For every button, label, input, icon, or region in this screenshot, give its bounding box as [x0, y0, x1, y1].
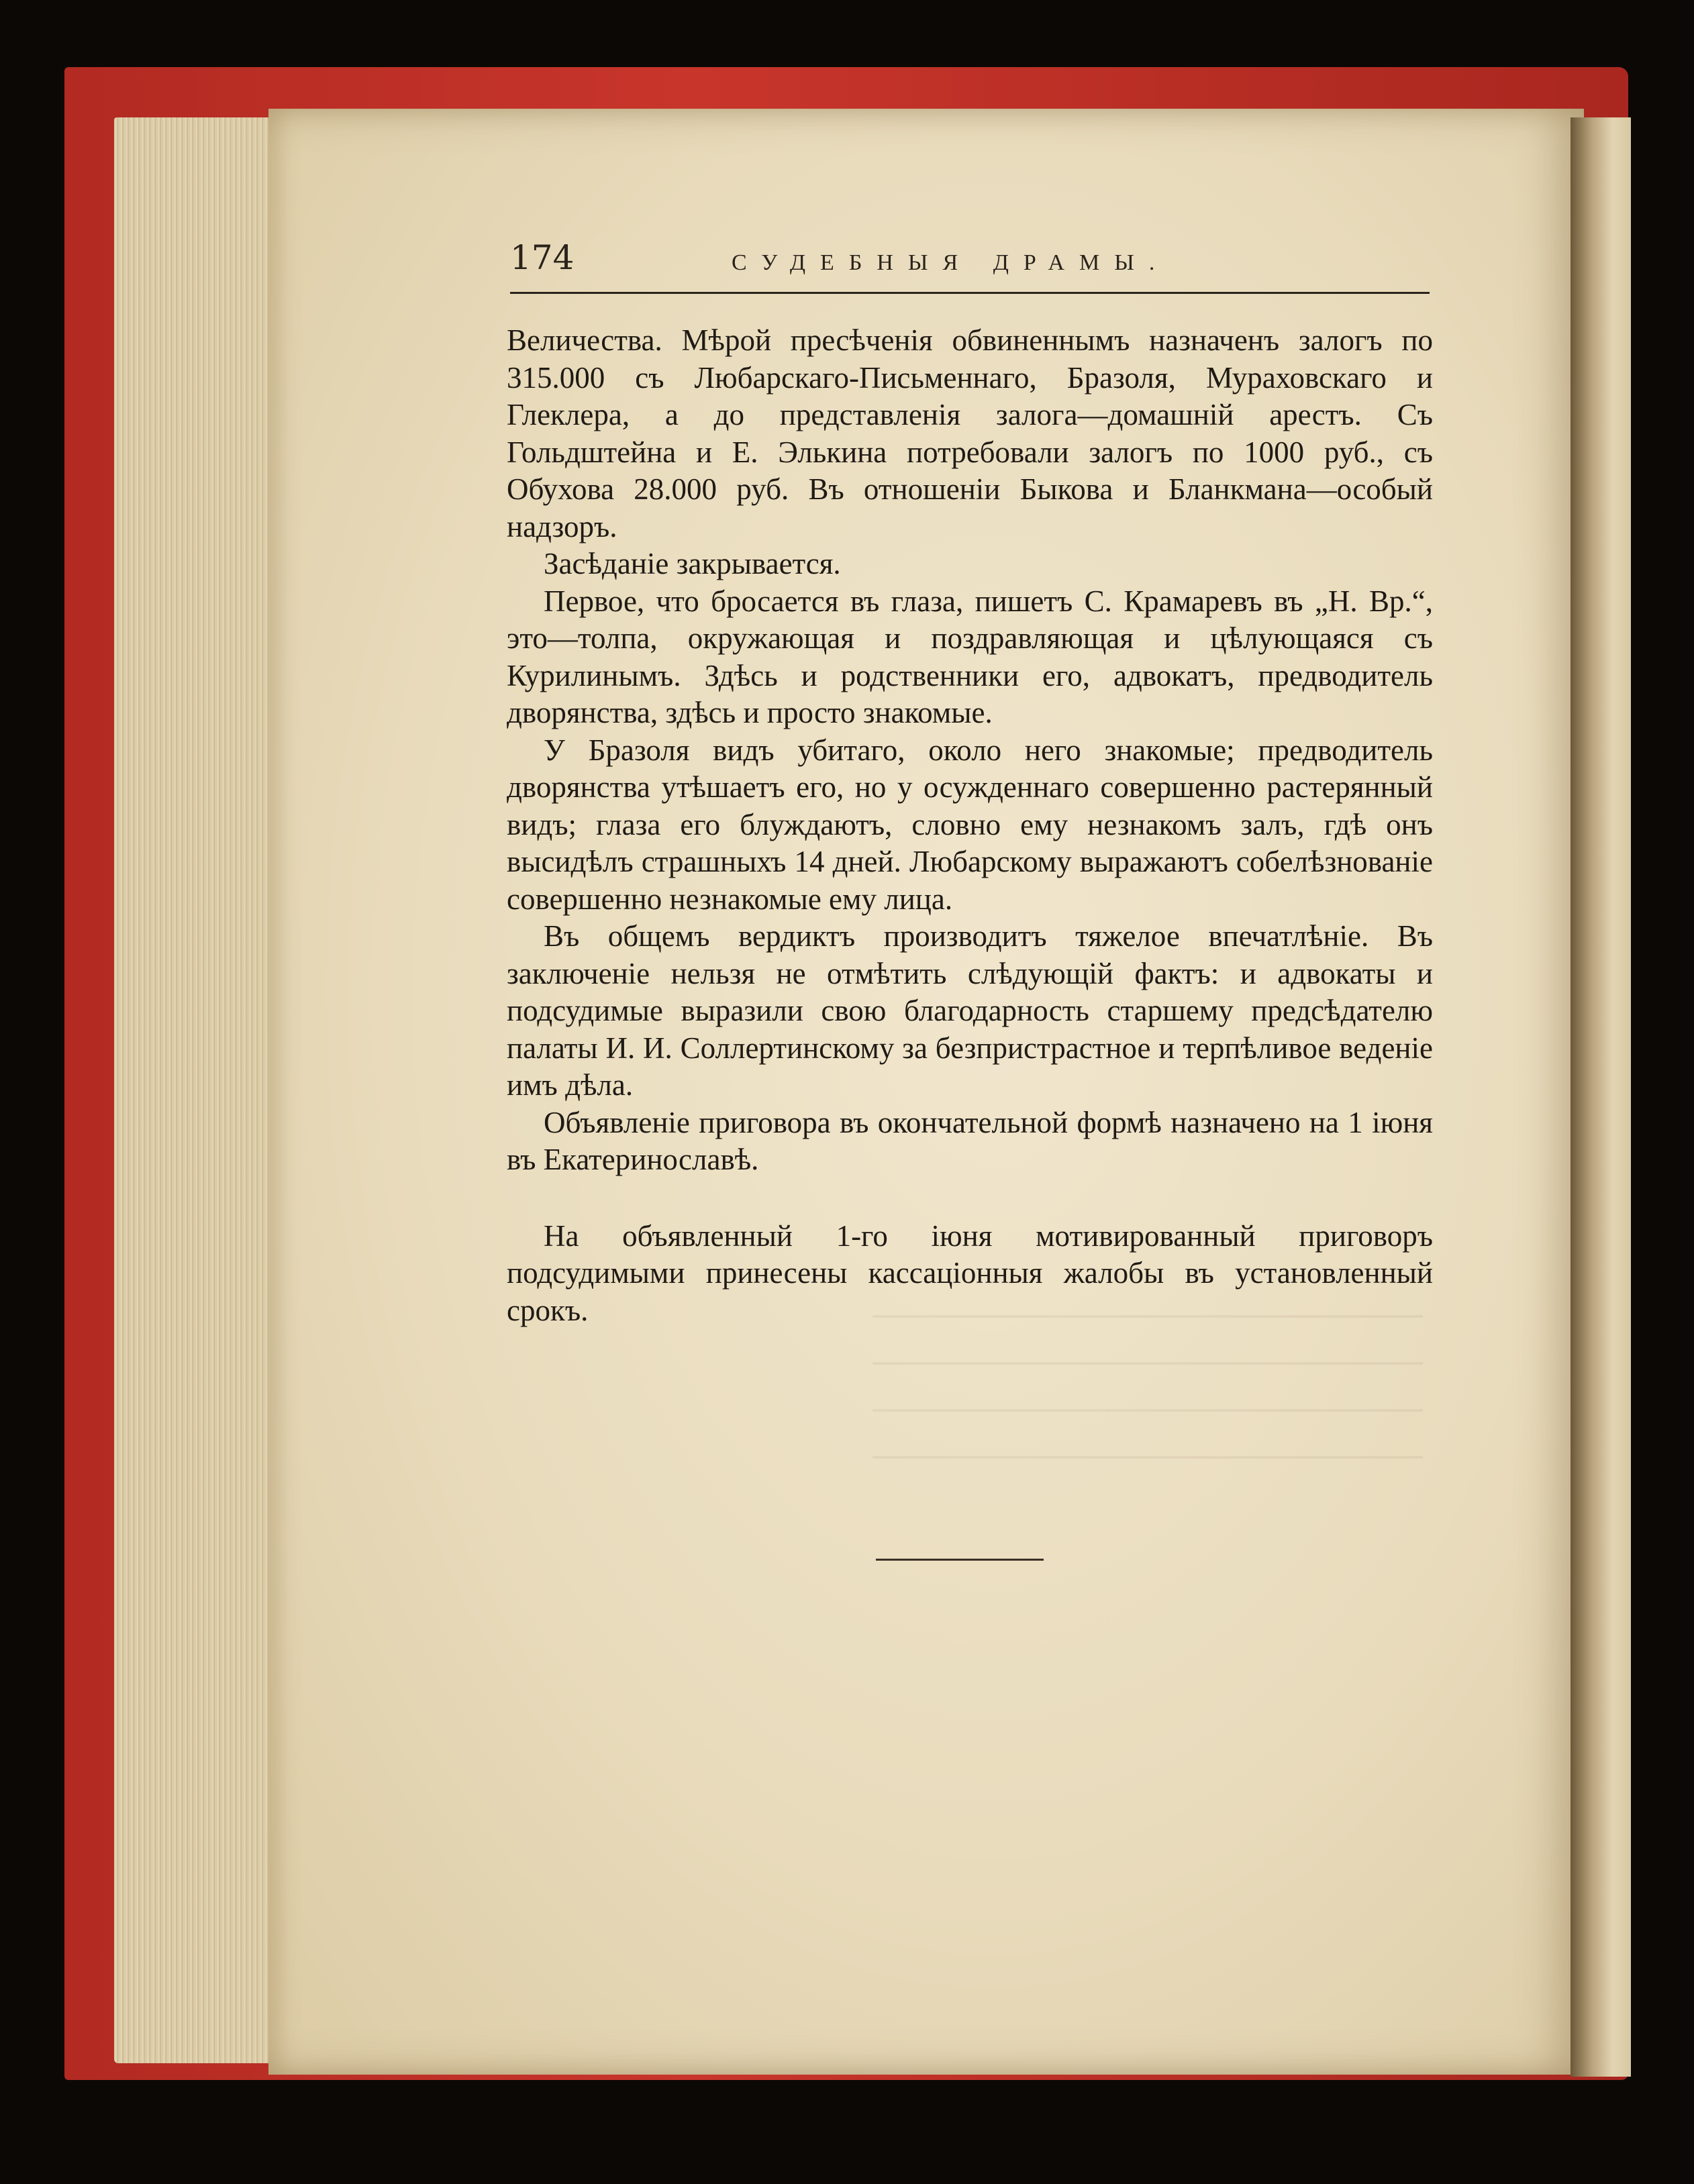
book-gutter: [1571, 117, 1631, 2077]
running-head: СУДЕБНЫЯ ДРАМЫ.: [732, 250, 1170, 275]
bleed-through-line: [873, 1456, 1423, 1459]
paragraph: Величества. Мѣрой пресѣченія обвиненнымъ назначенъ залогъ по 315.000 съ Любарскаго-Письменнаго, Бразоля, Мураховскаго и Глеклера, а до представленія залога—домашній арестъ. Съ Гольдштейна и Е. Элькина потребовали залогъ по 1000 руб., съ Обухова 28.000 руб. Въ отношеніи Быкова и Бланкмана—особый надзоръ.: [507, 323, 1433, 543]
page-edges: [114, 117, 275, 2063]
bleed-through-line: [873, 1362, 1423, 1365]
paragraph: У Бразоля видъ убитаго, около него знакомые; предводитель дворянства утѣшаетъ его, но у осужденнаго совершенно растерянный видъ; глаза его блуждаютъ, словно ему незнакомъ залъ, гдѣ онъ высидѣлъ страшныхъ 14 дней. Любарскому выражаютъ собелѣзнованіе совершенно незнакомые ему лица.: [507, 733, 1433, 916]
paragraph: Объявленіе приговора въ окончательной формѣ назначено на 1 іюня въ Екатеринославѣ.: [507, 1105, 1433, 1176]
body-text: [507, 322, 1433, 1329]
paragraph: Засѣданіе закрывается.: [544, 547, 841, 580]
bleed-through-line: [873, 1409, 1423, 1412]
paragraph: Въ общемъ вердиктъ производитъ тяжелое впечатлѣніе. Въ заключеніе нельзя не отмѣтить слѣдующій фактъ: и адвокаты и подсудимые выразили свою благодарность старшему предсѣдателю палаты И. И. Соллертинскому за безпристрастное и терпѣливое веденіе имъ дѣла.: [507, 919, 1433, 1102]
paragraph: На объявленный 1-го іюня мотивированный приговоръ подсудимыми принесены кассаціонныя жалобы въ установленный срокъ.: [507, 1218, 1433, 1327]
page-number: 174: [510, 238, 575, 277]
page-header: [510, 238, 1430, 294]
section-divider: [876, 1559, 1044, 1561]
paragraph: Первое, что бросается въ глаза, пишетъ С. Крамаревъ въ „Н. Вр.“, это—толпа, окружающая и поздравляющая и цѣлующаяся съ Курилинымъ. Здѣсь и родственники его, адвокатъ, предводитель дворянства, здѣсь и просто знакомые.: [507, 584, 1433, 729]
